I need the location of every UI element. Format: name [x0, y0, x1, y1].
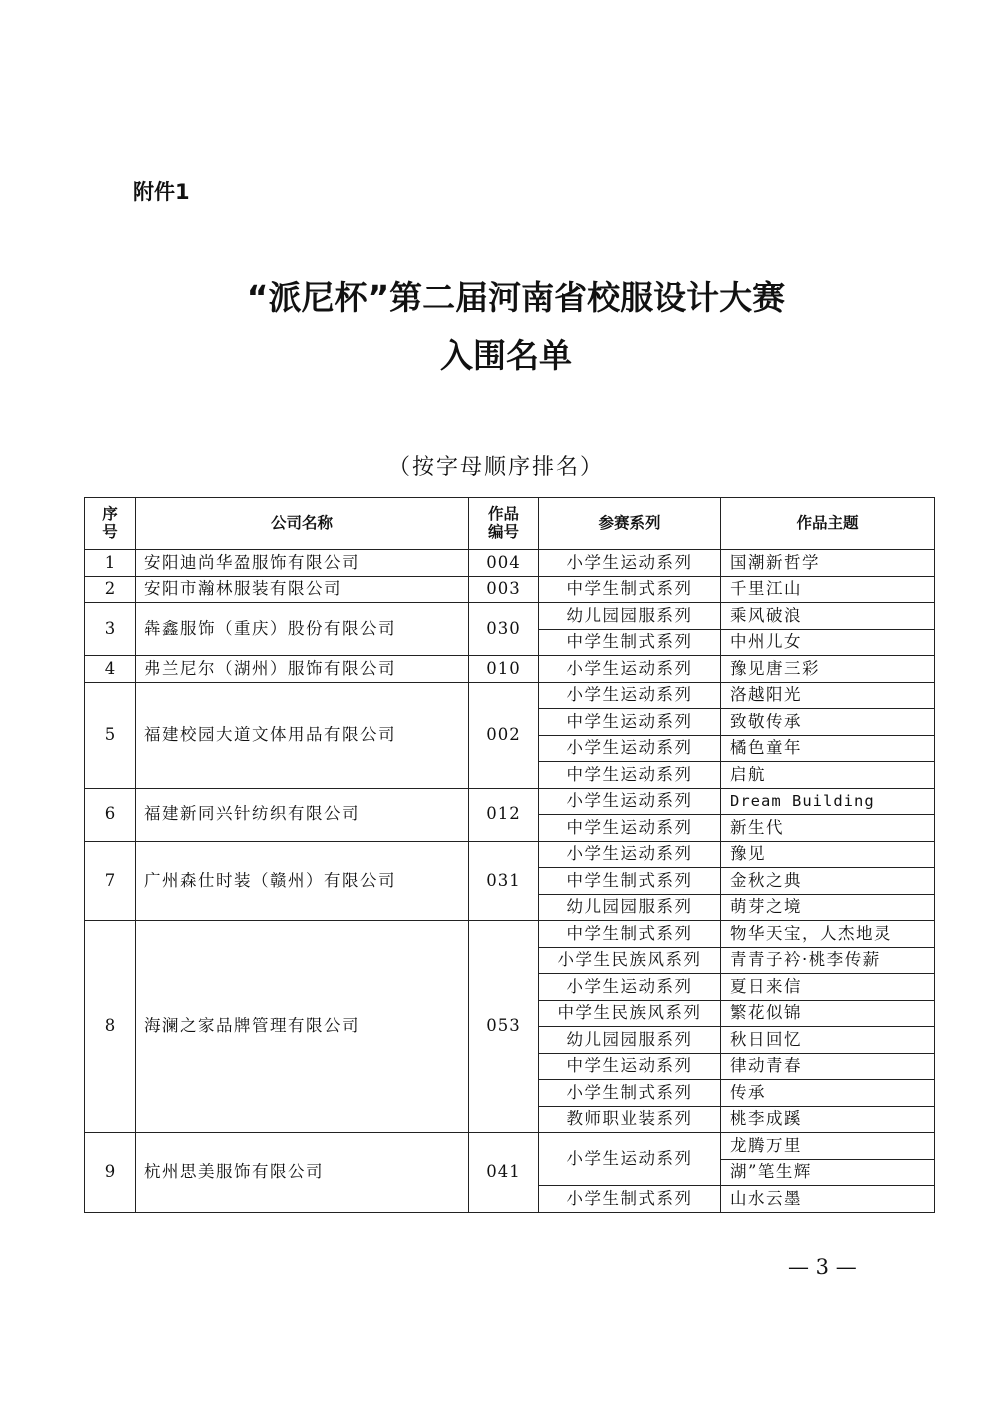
cell-theme: 山水云墨: [721, 1186, 935, 1213]
cell-code: 041: [469, 1133, 539, 1213]
header-code: 作品编号: [469, 498, 539, 550]
cell-theme: 传承: [721, 1080, 935, 1107]
cell-company: 杭州思美服饰有限公司: [136, 1133, 469, 1213]
cell-series: 小学生制式系列: [539, 1186, 721, 1213]
cell-series: 中学生制式系列: [539, 868, 721, 895]
cell-series: 中学生运动系列: [539, 709, 721, 736]
cell-company: 广州森仕时装（赣州）有限公司: [136, 841, 469, 921]
cell-company: 福建校园大道文体用品有限公司: [136, 682, 469, 788]
table-row: [85, 550, 935, 577]
header-theme: 作品主题: [721, 498, 935, 550]
cell-series: 小学生运动系列: [539, 1133, 721, 1186]
shortlist-table: [84, 497, 935, 1213]
cell-code: 004: [469, 550, 539, 577]
cell-company: 福建新同兴针纺织有限公司: [136, 788, 469, 841]
table-row: [85, 921, 935, 948]
cell-theme: 洛越阳光: [721, 682, 935, 709]
cell-seq: 9: [85, 1133, 136, 1213]
cell-theme: 豫见唐三彩: [721, 656, 935, 683]
cell-seq: 4: [85, 656, 136, 683]
cell-code: 012: [469, 788, 539, 841]
cell-theme: 新生代: [721, 815, 935, 842]
cell-theme: Dream Building: [721, 788, 935, 815]
table-row: [85, 841, 935, 868]
cell-seq: 6: [85, 788, 136, 841]
page-number: — 3 —: [788, 1255, 857, 1279]
cell-seq: 2: [85, 576, 136, 603]
cell-company: 安阳市瀚林服装有限公司: [136, 576, 469, 603]
cell-series: 中学生运动系列: [539, 1053, 721, 1080]
table-row: [85, 603, 935, 630]
cell-series: 中学生制式系列: [539, 576, 721, 603]
cell-series: 幼儿园园服系列: [539, 894, 721, 921]
cell-theme: 湖”笔生辉: [721, 1159, 935, 1186]
cell-seq: 5: [85, 682, 136, 788]
header-company: 公司名称: [136, 498, 469, 550]
header-series: 参赛系列: [539, 498, 721, 550]
cell-series: 小学生制式系列: [539, 1080, 721, 1107]
cell-series: 幼儿园园服系列: [539, 603, 721, 630]
attachment-label: 附件1: [133, 180, 190, 204]
header-seq: 序号: [85, 498, 136, 550]
cell-theme: 金秋之典: [721, 868, 935, 895]
cell-theme: 乘风破浪: [721, 603, 935, 630]
cell-seq: 1: [85, 550, 136, 577]
cell-theme: 夏日来信: [721, 974, 935, 1001]
cell-theme: 律动青春: [721, 1053, 935, 1080]
cell-theme: 萌芽之境: [721, 894, 935, 921]
table-header-row: [85, 498, 935, 550]
cell-code: 010: [469, 656, 539, 683]
table-row: [85, 576, 935, 603]
cell-series: 小学生运动系列: [539, 656, 721, 683]
cell-series: 中学生制式系列: [539, 921, 721, 948]
cell-series: 中学生民族风系列: [539, 1000, 721, 1027]
cell-series: 中学生运动系列: [539, 762, 721, 789]
table-row: [85, 788, 935, 815]
cell-seq: 8: [85, 921, 136, 1133]
cell-series: 中学生运动系列: [539, 815, 721, 842]
cell-theme: 中州儿女: [721, 629, 935, 656]
cell-series: 幼儿园园服系列: [539, 1027, 721, 1054]
cell-code: 003: [469, 576, 539, 603]
cell-series: 小学生运动系列: [539, 841, 721, 868]
cell-company: 安阳迪尚华盈服饰有限公司: [136, 550, 469, 577]
cell-theme: 千里江山: [721, 576, 935, 603]
cell-theme: 物华天宝，人杰地灵: [721, 921, 935, 948]
cell-company: 海澜之家品牌管理有限公司: [136, 921, 469, 1133]
cell-theme: 秋日回忆: [721, 1027, 935, 1054]
document-title: “派尼杯”第二届河南省校服设计大赛: [246, 278, 786, 317]
cell-theme: 国潮新哲学: [721, 550, 935, 577]
table-row: [85, 656, 935, 683]
cell-theme: 豫见: [721, 841, 935, 868]
cell-code: 002: [469, 682, 539, 788]
cell-series: 小学生运动系列: [539, 788, 721, 815]
cell-code: 030: [469, 603, 539, 656]
table-row: [85, 1133, 935, 1160]
cell-series: 中学生制式系列: [539, 629, 721, 656]
cell-company: 犇鑫服饰（重庆）股份有限公司: [136, 603, 469, 656]
table-row: [85, 682, 935, 709]
cell-theme: 龙腾万里: [721, 1133, 935, 1160]
cell-series: 教师职业装系列: [539, 1106, 721, 1133]
cell-code: 031: [469, 841, 539, 921]
cell-company: 弗兰尼尔（湖州）服饰有限公司: [136, 656, 469, 683]
cell-theme: 致敬传承: [721, 709, 935, 736]
cell-theme: 桃李成蹊: [721, 1106, 935, 1133]
document-title-line2: 入围名单: [440, 336, 572, 375]
cell-theme: 橘色童年: [721, 735, 935, 762]
cell-series: 小学生运动系列: [539, 735, 721, 762]
cell-series: 小学生运动系列: [539, 974, 721, 1001]
cell-series: 小学生运动系列: [539, 550, 721, 577]
cell-seq: 3: [85, 603, 136, 656]
cell-theme: 启航: [721, 762, 935, 789]
cell-seq: 7: [85, 841, 136, 921]
ranking-note: （按字母顺序排名）: [387, 455, 604, 480]
cell-series: 小学生运动系列: [539, 682, 721, 709]
cell-theme: 繁花似锦: [721, 1000, 935, 1027]
cell-theme: 青青子衿·桃李传薪: [721, 947, 935, 974]
cell-series: 小学生民族风系列: [539, 947, 721, 974]
cell-code: 053: [469, 921, 539, 1133]
